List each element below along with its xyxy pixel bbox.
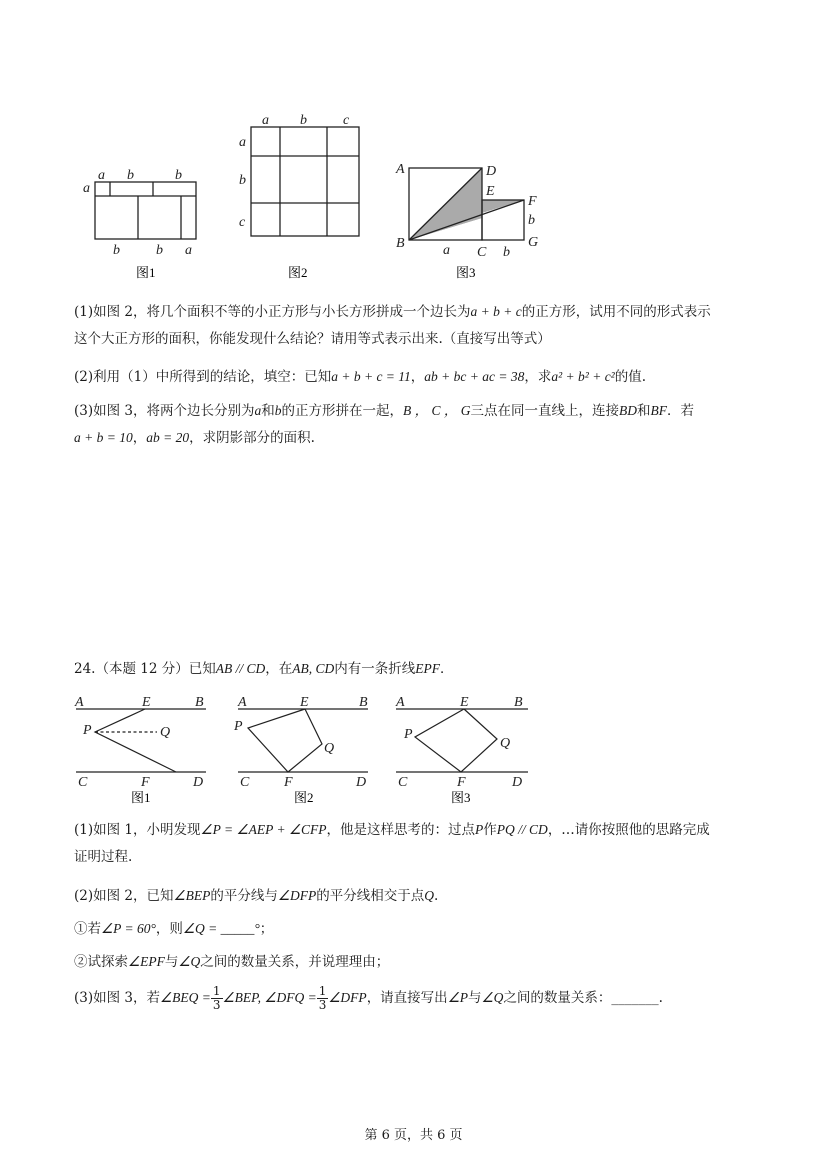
q24-p1-mid2: 作 [483,822,497,838]
q24-f3-C: C [398,775,408,790]
q23-p1-line2: 这个大正方形的面积，你能发现什么结论？请用等式表示出来.（直接写出等式） [74,331,551,347]
q23-p2-expr1: a + b + c = 11 [331,369,411,384]
q24-p3-frac1-den: 3 [212,998,221,1012]
q24-tail: 内有一条折线 [334,661,416,677]
q23-part3 [74,401,764,455]
q24-f2-P: P [234,719,243,734]
q24-f2-E: E [300,695,309,710]
figures-q24 [0,690,827,820]
q23-p2-sep: ， [410,369,425,385]
q24-f1-F: F [141,775,150,790]
q24-f2-F: F [284,775,293,790]
fig1-top-b1: b [127,168,134,183]
q23-p1-suffix: 的正方形，试用不同的形式表示 [521,304,711,320]
fig2-left-c: c [239,215,246,230]
q24-p3-frac2-den: 3 [318,998,327,1012]
q24-p2b-mid: 与 [164,954,179,970]
q24-part3 [74,984,764,1012]
q24-p2a-end: ； [259,921,274,937]
q24-end: ． [439,661,454,677]
q24-p1-mid: ，他是这样思考的：过点 [326,822,476,838]
q23-p2-expr3: a² + b² + c² [551,369,615,384]
q24-f3-P: P [404,727,413,742]
q24-f2-D: D [356,775,367,790]
fig1-bottom-a: a [185,243,192,258]
q23-p3-and2: 和 [637,403,651,419]
q23-p3-mid2: 三点在同一直线上，连接 [470,403,620,419]
q24-p3-frac2-num: 1 [318,984,327,998]
page-footer: 第 6 页，共 6 页 [364,1128,463,1143]
fig3-B: B [396,236,405,251]
fig3-caption: 图3 [456,265,476,280]
q24-p2b-q: ∠Q [178,954,201,969]
q24-p3-prefix: (3)如图 3，若 [74,990,161,1006]
fig2-left-b: b [239,173,246,188]
q24-f1-D: D [193,775,204,790]
q24-p3-mid: ，请直接写出 [366,990,448,1006]
q24-part2b [74,952,764,972]
q24-part2a [74,919,764,939]
q24-fig3-caption: 图3 [451,790,471,805]
q24-p1-expr: ∠P = ∠AEP + ∠CFP [200,822,327,837]
q24-f1-C: C [78,775,88,790]
q24-p1-p: P [475,822,484,837]
q24-p2a-expr: ∠P = 60° [101,921,156,936]
fig3-C: C [477,245,487,260]
q23-p3-prefix: (3)如图 3，将两个边长分别为 [74,403,255,419]
q24-figure-2 [238,709,368,772]
q24-p2-dfp: ∠DFP [277,888,317,903]
q24-p2-end: . [433,888,439,904]
q23-p3-sep: ， [132,430,147,446]
fig1-top-a: a [98,168,105,183]
q24-p2b-epf: ∠EPF [128,954,165,969]
fig3-bottom-b: b [503,245,510,260]
fig2-top-b: b [300,113,307,128]
q24-p1-prefix: (1)如图 1，小明发现 [74,822,201,838]
q24-f1-Q: Q [160,725,171,740]
q24-p2-mid: 的平分线与 [210,888,278,904]
q23-p3-and1: 和 [261,403,275,419]
q24-p3-frac1-num: 1 [212,984,221,998]
q23-p1-expr: a + b + c [470,304,522,319]
fig3-side-b: b [528,213,535,228]
q24-f1-E: E [142,695,151,710]
q24-p1-pq: PQ // CD [496,822,548,837]
q24-p3-and: 与 [468,990,482,1006]
fig3-D: D [486,164,497,179]
q24-p3-suffix: 之间的数量关系：_______. [503,990,663,1006]
q24-p3-p: ∠P [447,990,469,1005]
figures-q23 [0,0,827,290]
q24-p2-suffix: 的平分线相交于点 [316,888,425,904]
fig3-G: G [528,235,539,250]
q23-p3-bd: BD [619,403,638,418]
fig3-bottom-a: a [443,243,450,258]
q24-abcd: AB, CD [292,661,335,676]
q24-p3-q: ∠Q [481,990,504,1005]
q24-p1-line2: 证明过程. [74,849,133,865]
q24-part2 [74,886,764,906]
q24-p3-frac2 [317,985,329,1012]
q24-mid: ，在 [265,661,293,677]
q24-p2a-mid: ，则 [155,921,183,937]
fig2-top-a: a [262,113,269,128]
q24-f1-B: B [195,695,204,710]
fig1-top-b2: b [175,168,182,183]
fig1-bottom-b2: b [156,243,163,258]
q24-p2a-prefix: ①若 [74,921,101,937]
q23-part2 [74,367,764,387]
q24-p2a-expr2: ∠Q = _____° [182,921,260,936]
q24-f3-Q: Q [500,736,511,751]
q23-p3-bf: BF [650,403,668,418]
q23-part1 [74,302,764,356]
q23-p2-mid: ，求 [524,369,552,385]
q24-f3-E: E [460,695,469,710]
fig3-E: E [486,184,495,199]
q24-figure-1 [76,709,206,772]
q24-f2-Q: Q [324,741,335,756]
q24-p3-beq: ∠BEQ = [160,990,211,1005]
fig3-A: A [396,162,405,177]
figure-3 [409,168,524,240]
q23-p3-line2a: a + b = 10 [74,430,133,445]
q23-p3-line2b: ab = 20 [146,430,190,445]
q23-p2-expr2: ab + bc + ac = 38 [424,369,525,384]
q24-header [74,659,764,679]
q24-f2-B: B [359,695,368,710]
q24-fig1-caption: 图1 [131,790,151,805]
fig3-F: F [528,194,537,209]
q24-epf: EPF [415,661,440,676]
q24-f3-D: D [512,775,523,790]
q24-part1 [74,820,764,874]
fig1-caption: 图1 [136,265,156,280]
fig2-top-c: c [343,113,350,128]
q24-p1-suffix: ，…请你按照他的思路完成 [547,822,710,838]
q24-f2-C: C [240,775,250,790]
q24-p3-bep: ∠BEP, ∠DFQ = [222,990,317,1005]
q24-head: 24.（本题 12 分）已知 [74,661,216,677]
q23-p1-prefix: (1)如图 2，将几个面积不等的小正方形与小长方形拼成一个边长为 [74,304,471,320]
q23-p3-line2c: ，求阴影部分的面积. [189,430,315,446]
q24-p2-q: Q [424,888,434,903]
q24-f3-B: B [514,695,523,710]
q24-p2b-suffix: 之间的数量关系，并说理理由； [200,954,390,970]
q23-p3-mid: 的正方形拼在一起， [281,403,404,419]
q24-f3-A: A [396,695,405,710]
q24-p2-prefix: (2)如图 2，已知 [74,888,174,904]
q23-p3-pts: B ， C ， G [403,403,471,418]
figure-1 [95,182,196,239]
q24-p3-dfp: ∠DFP [328,990,367,1005]
fig1-left-a: a [83,181,90,196]
q24-f2-A: A [238,695,247,710]
q23-p2-suffix: 的值. [614,369,647,385]
q23-p3-end: ．若 [667,403,695,419]
q24-p2b-prefix: ②试探索 [74,954,128,970]
q24-p2-bep: ∠BEP [173,888,211,903]
q23-p3-a: a [254,403,262,418]
figure-2 [251,127,359,236]
q24-f1-P: P [83,723,92,738]
q24-p3-frac1 [211,985,223,1012]
q24-ab-cd: AB // CD [215,661,266,676]
q24-f3-F: F [457,775,466,790]
q24-f1-A: A [75,695,84,710]
q24-fig2-caption: 图2 [294,790,314,805]
fig1-bottom-b1: b [113,243,120,258]
q23-p3-b: b [274,403,282,418]
fig2-left-a: a [239,135,246,150]
fig2-caption: 图2 [288,265,308,280]
q23-p2-prefix: (2)利用（1）中所得到的结论，填空：已知 [74,369,332,385]
